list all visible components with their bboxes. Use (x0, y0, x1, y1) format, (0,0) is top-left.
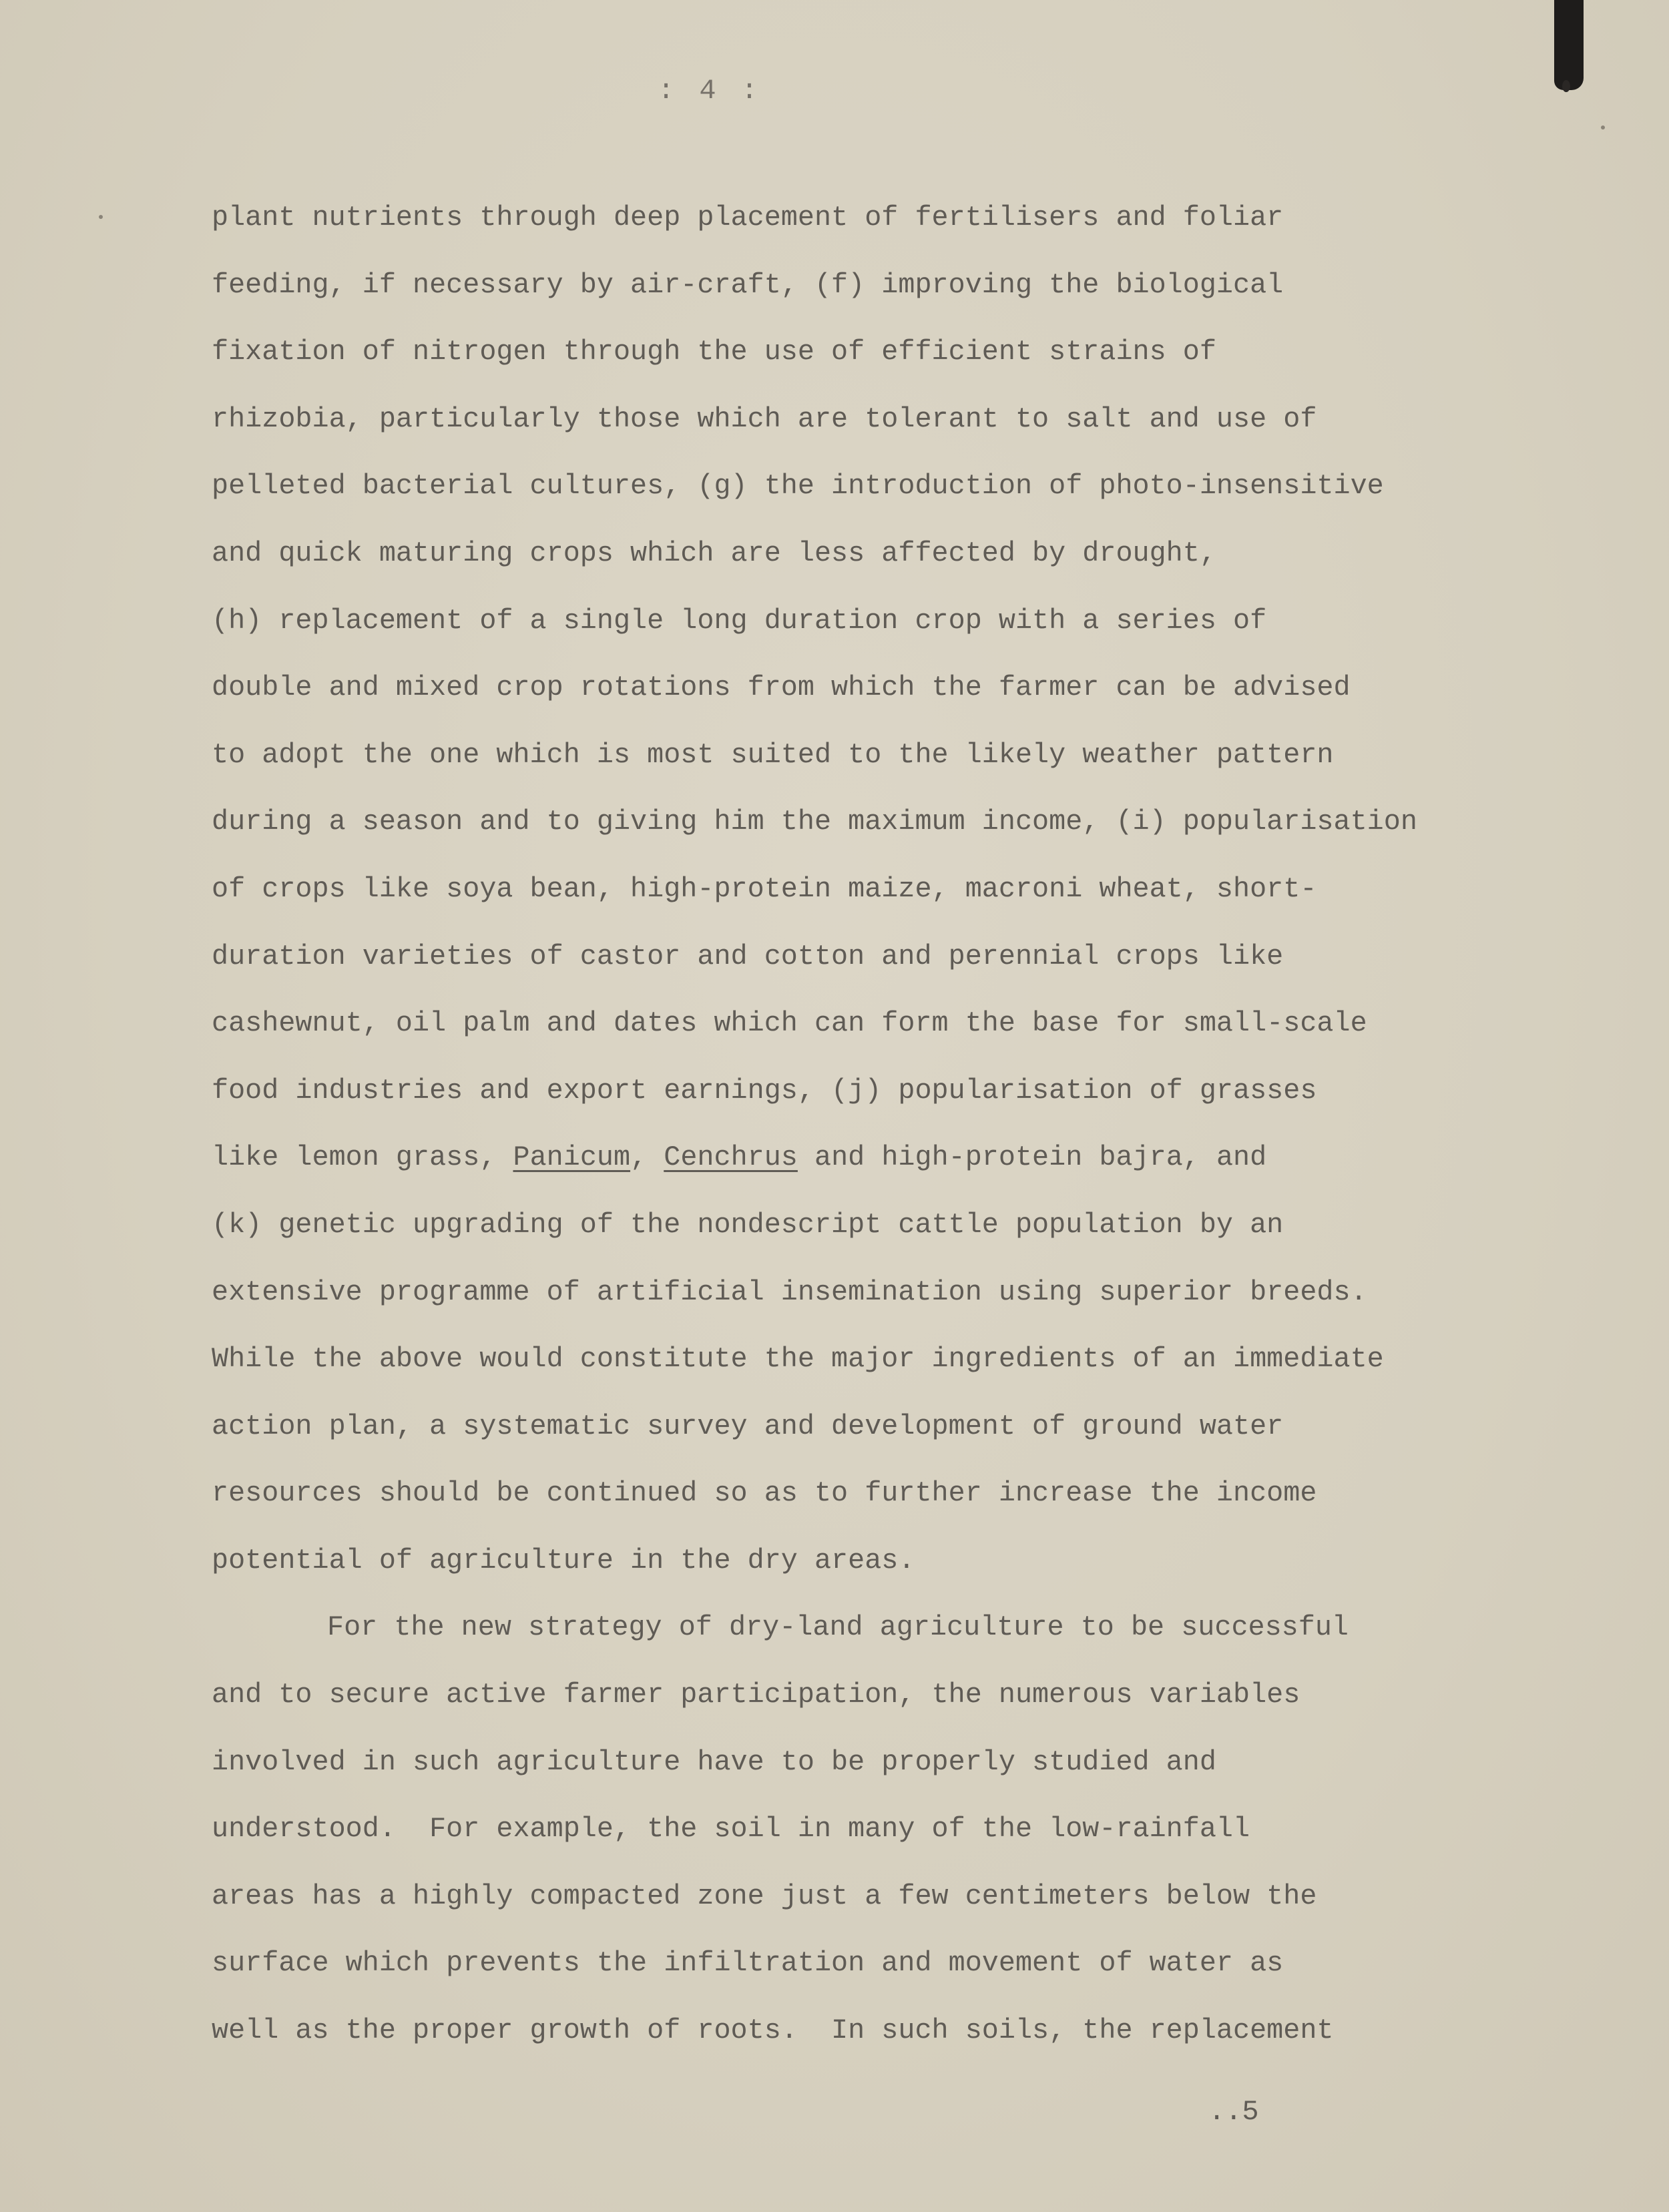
text-line: to adopt the one which is most suited to the likely weather pattern (212, 738, 1334, 771)
text-line: and quick maturing crops which are less affected by drought, (212, 537, 1216, 569)
text-line: and to secure active farmer participation, the numerous variables (212, 1679, 1300, 1711)
text-line-indented: For the new strategy of dry-land agriculture to be successful (327, 1611, 1349, 1644)
text-line: (h) replacement of a single long duration crop with a series of (212, 604, 1267, 637)
text-line-grasses (212, 1124, 1417, 1191)
continuation-marker: ..5 (1208, 2096, 1259, 2128)
text-line: pelleted bacterial cultures, (g) the introduction of photo-insensitive (212, 470, 1384, 503)
text-line: food industries and export earnings, (j) popularisation of grasses (212, 1074, 1317, 1107)
text-segment: and high-protein bajra, and (797, 1141, 1267, 1174)
text-line: action plan, a systematic survey and development of ground water (212, 1410, 1284, 1442)
text-line: feeding, if necessary by air-craft, (f) improving the biological (212, 268, 1284, 301)
paper-speck (99, 215, 103, 219)
text-line: double and mixed crop rotations from which the farmer can be advised (212, 671, 1351, 704)
text-line: plant nutrients through deep placement of fertilisers and foliar (212, 202, 1284, 234)
paper-speck (1601, 125, 1605, 129)
text-line: While the above would constitute the major ingredients of an immediate (212, 1343, 1384, 1376)
text-line: potential of agriculture in the dry areas. (212, 1544, 915, 1577)
text-line: rhizobia, particularly those which are tolerant to salt and use of (212, 402, 1317, 435)
text-line: fixation of nitrogen through the use of efficient strains of (212, 336, 1216, 368)
binding-stain (1554, 0, 1584, 90)
document-body (212, 184, 1417, 2064)
text-segment: , (630, 1141, 664, 1174)
text-line: areas has a highly compacted zone just a few centimeters below the (212, 1880, 1317, 1912)
text-line: during a season and to giving him the maximum income, (i) popularisation (212, 806, 1417, 838)
text-line: surface which prevents the infiltration and movement of water as (212, 1947, 1284, 1980)
text-line: (k) genetic upgrading of the nondescript cattle population by an (212, 1208, 1284, 1241)
text-line: understood. For example, the soil in many of the low-rainfall (212, 1813, 1250, 1846)
underlined-term-cenchrus: Cenchrus (664, 1141, 798, 1174)
text-line: well as the proper growth of roots. In such soils, the replacement (212, 2014, 1334, 2047)
text-line: resources should be continued so as to further increase the income (212, 1477, 1317, 1510)
text-line: involved in such agriculture have to be properly studied and (212, 1745, 1216, 1778)
text-line: extensive programme of artificial insemination using superior breeds. (212, 1276, 1367, 1308)
text-segment: like lemon grass, (212, 1141, 513, 1174)
page-number-header: : 4 : (658, 75, 762, 107)
text-line: duration varieties of castor and cotton and perennial crops like (212, 940, 1284, 973)
text-line: cashewnut, oil palm and dates which can form the base for small-scale (212, 1007, 1367, 1040)
underlined-term-panicum: Panicum (513, 1141, 631, 1174)
binding-stain-drip (1562, 80, 1570, 92)
text-line: of crops like soya bean, high-protein maize, macroni wheat, short- (212, 872, 1317, 905)
